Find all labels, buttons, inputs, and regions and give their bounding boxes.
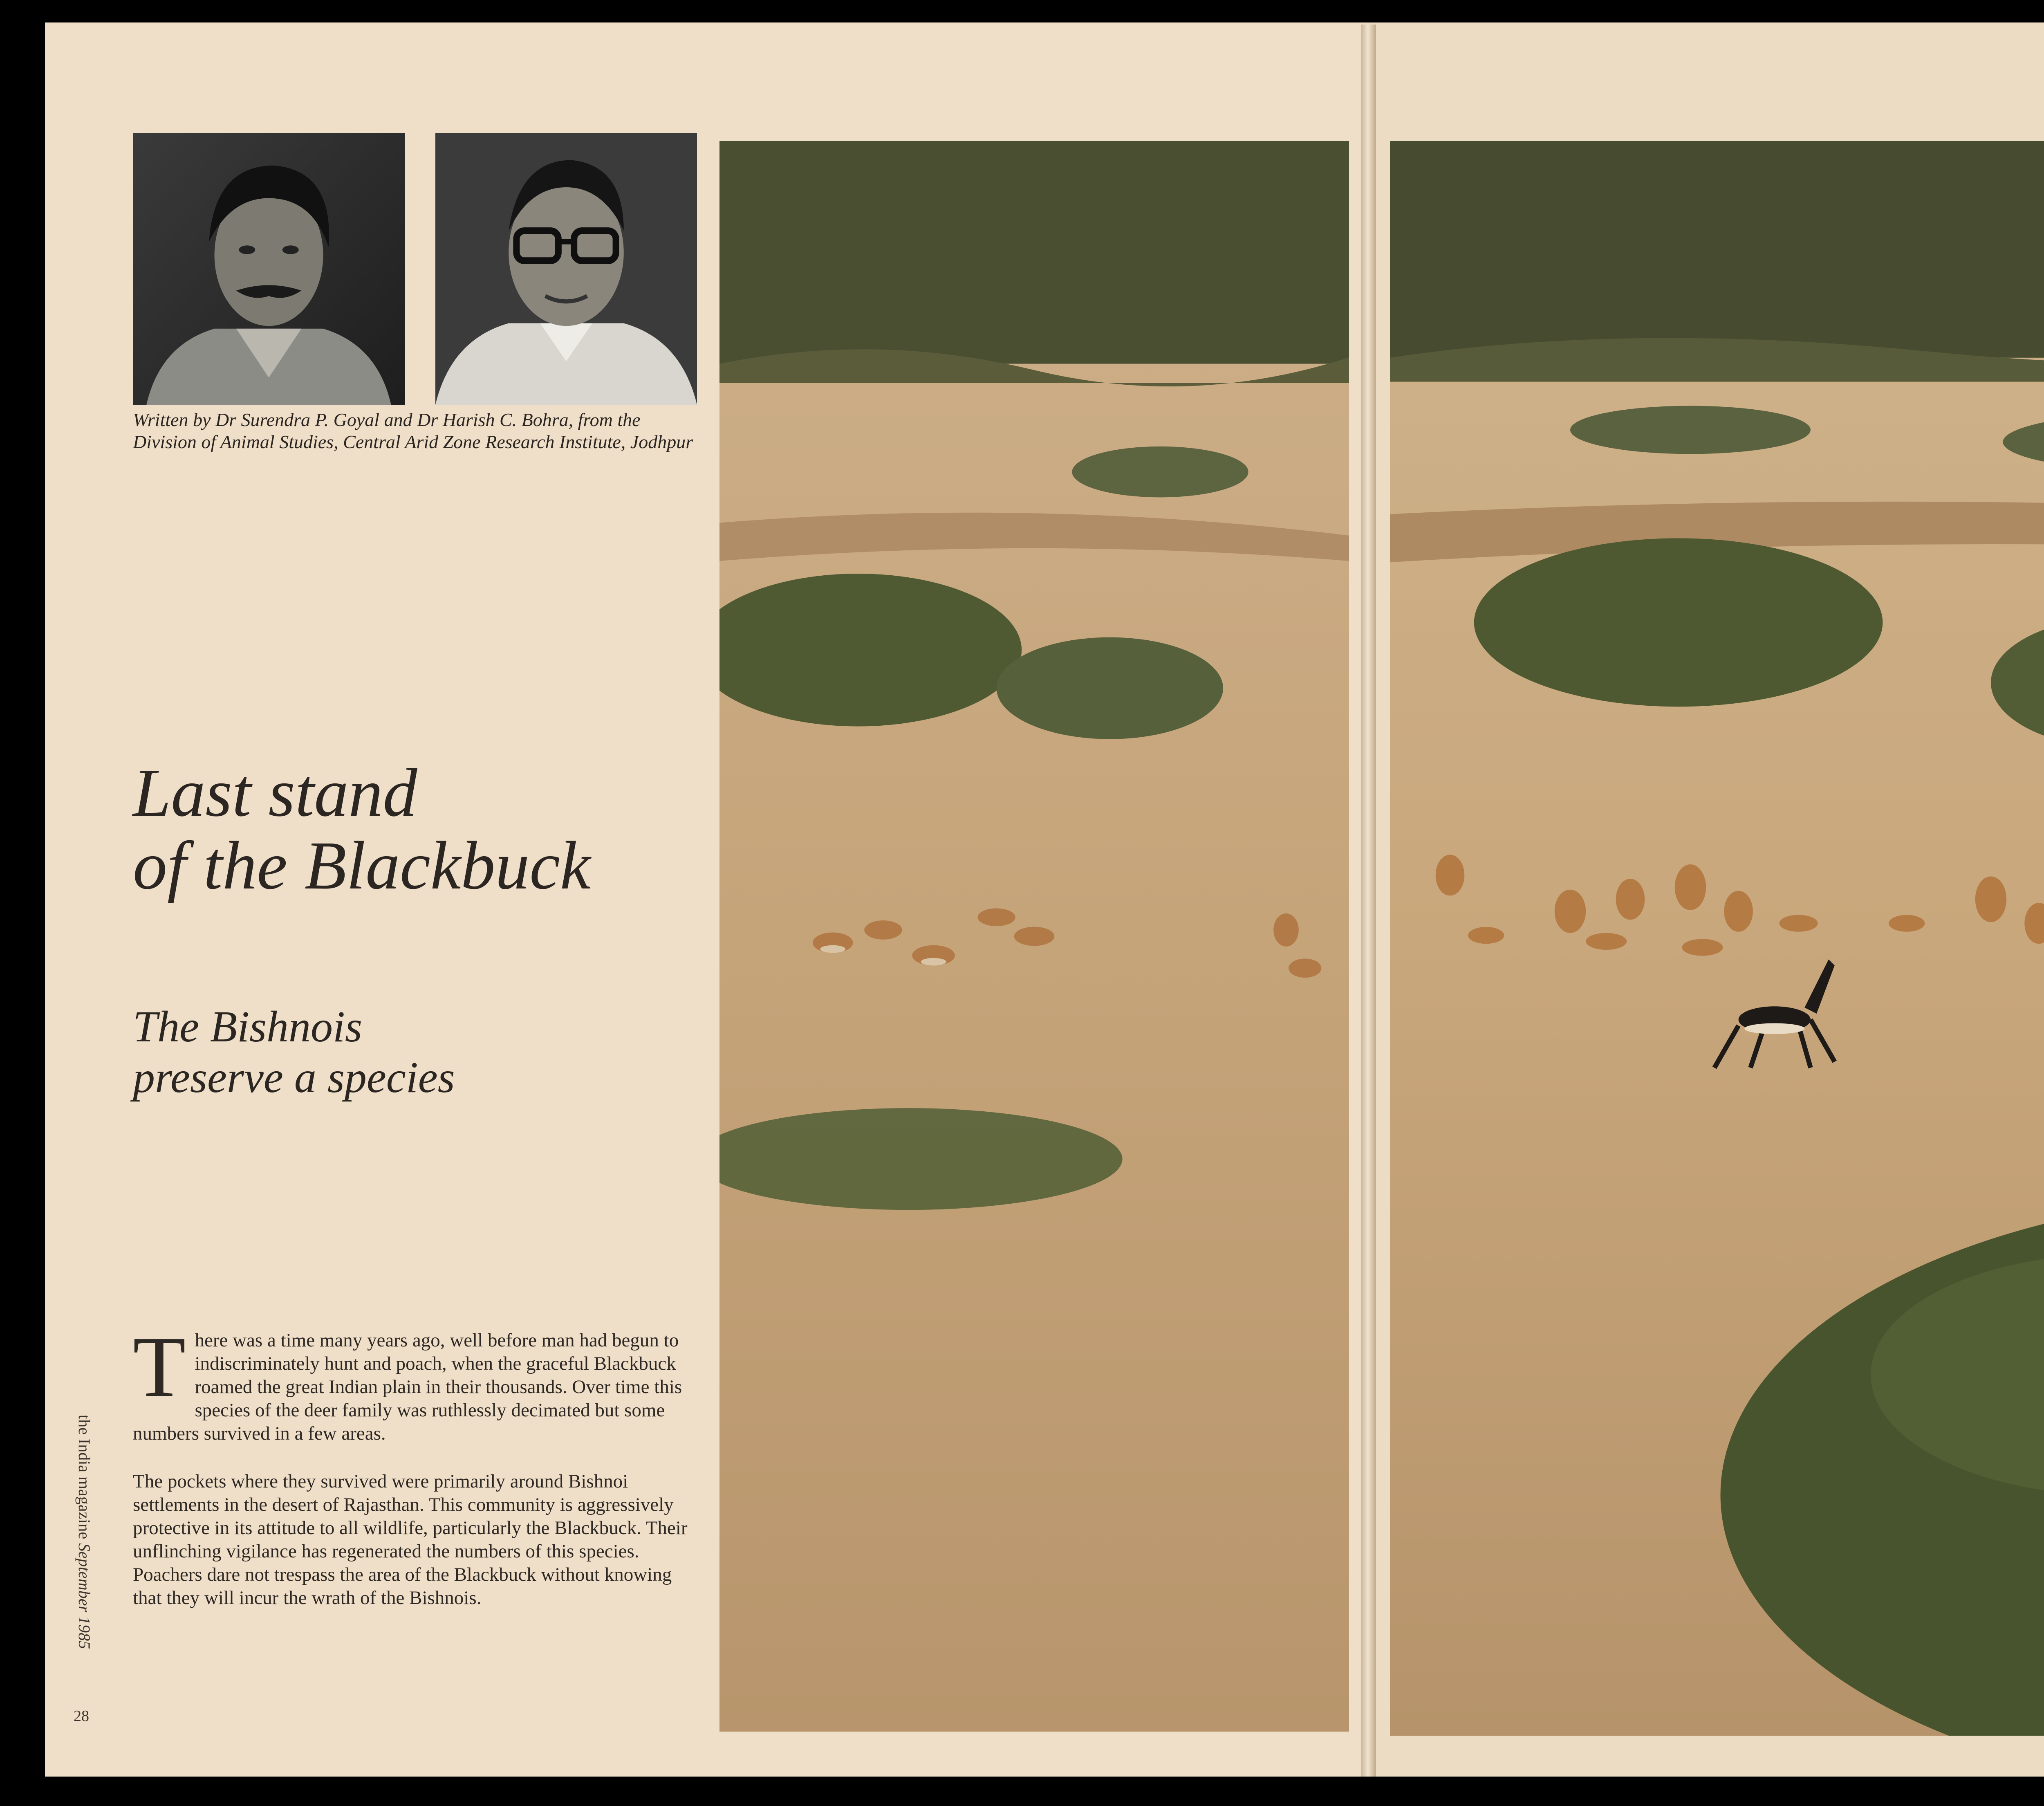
- author-byline: Written by Dr Surendra P. Goyal and Dr Harish C. Bohra, from the Division of Animal Studies, Central Arid Zone Research Institute, Jodhpur: [133, 409, 693, 452]
- issue-date-left: September 1985: [75, 1543, 94, 1649]
- page-number-left: 28: [74, 1707, 89, 1725]
- paragraph-1: [133, 1319, 691, 1445]
- title-line-1: Last stand: [133, 755, 417, 831]
- paragraph-1-text: here was a time many years ago, well before man had begun to indiscriminately hunt and poach, when the graceful Blackbuck roamed the great Indian plain in their thousands. Over time this species of the deer family was ruthlessly decimated but some numbers survived in a few areas.: [133, 1330, 682, 1444]
- author-portrait-goyal: [133, 133, 405, 405]
- paragraph-2: The pockets where they survived were primarily around Bishnoi settlements in the desert of Rajasthan. This community is aggressively protective in its attitude to all wildlife, particularly the Blackbuck. Their unflinching vigilance has regenerated the numbers of this species. Poachers dare not trespass the area of the Blackbuck without knowing that they will incur the wrath of the Bishnois.: [133, 1471, 688, 1609]
- subtitle-line-2: preserve a species: [133, 1053, 455, 1102]
- title-line-2: of the Blackbuck: [133, 828, 591, 904]
- drop-cap: T: [133, 1319, 186, 1415]
- article-body: [133, 1319, 691, 1634]
- author-portrait-bohra: [435, 133, 697, 405]
- spine-fold: [1361, 25, 1376, 1777]
- article-subtitle: [133, 1002, 705, 1103]
- article-title: [133, 756, 705, 902]
- blackbuck-photo-left-half: [719, 141, 1349, 1732]
- magazine-name-left: the India magazine: [75, 1415, 94, 1539]
- subtitle-line-1: The Bishnois: [133, 1003, 363, 1051]
- blackbuck-photo-right-half: [1390, 141, 2044, 1736]
- running-footer-left: [75, 1415, 94, 1649]
